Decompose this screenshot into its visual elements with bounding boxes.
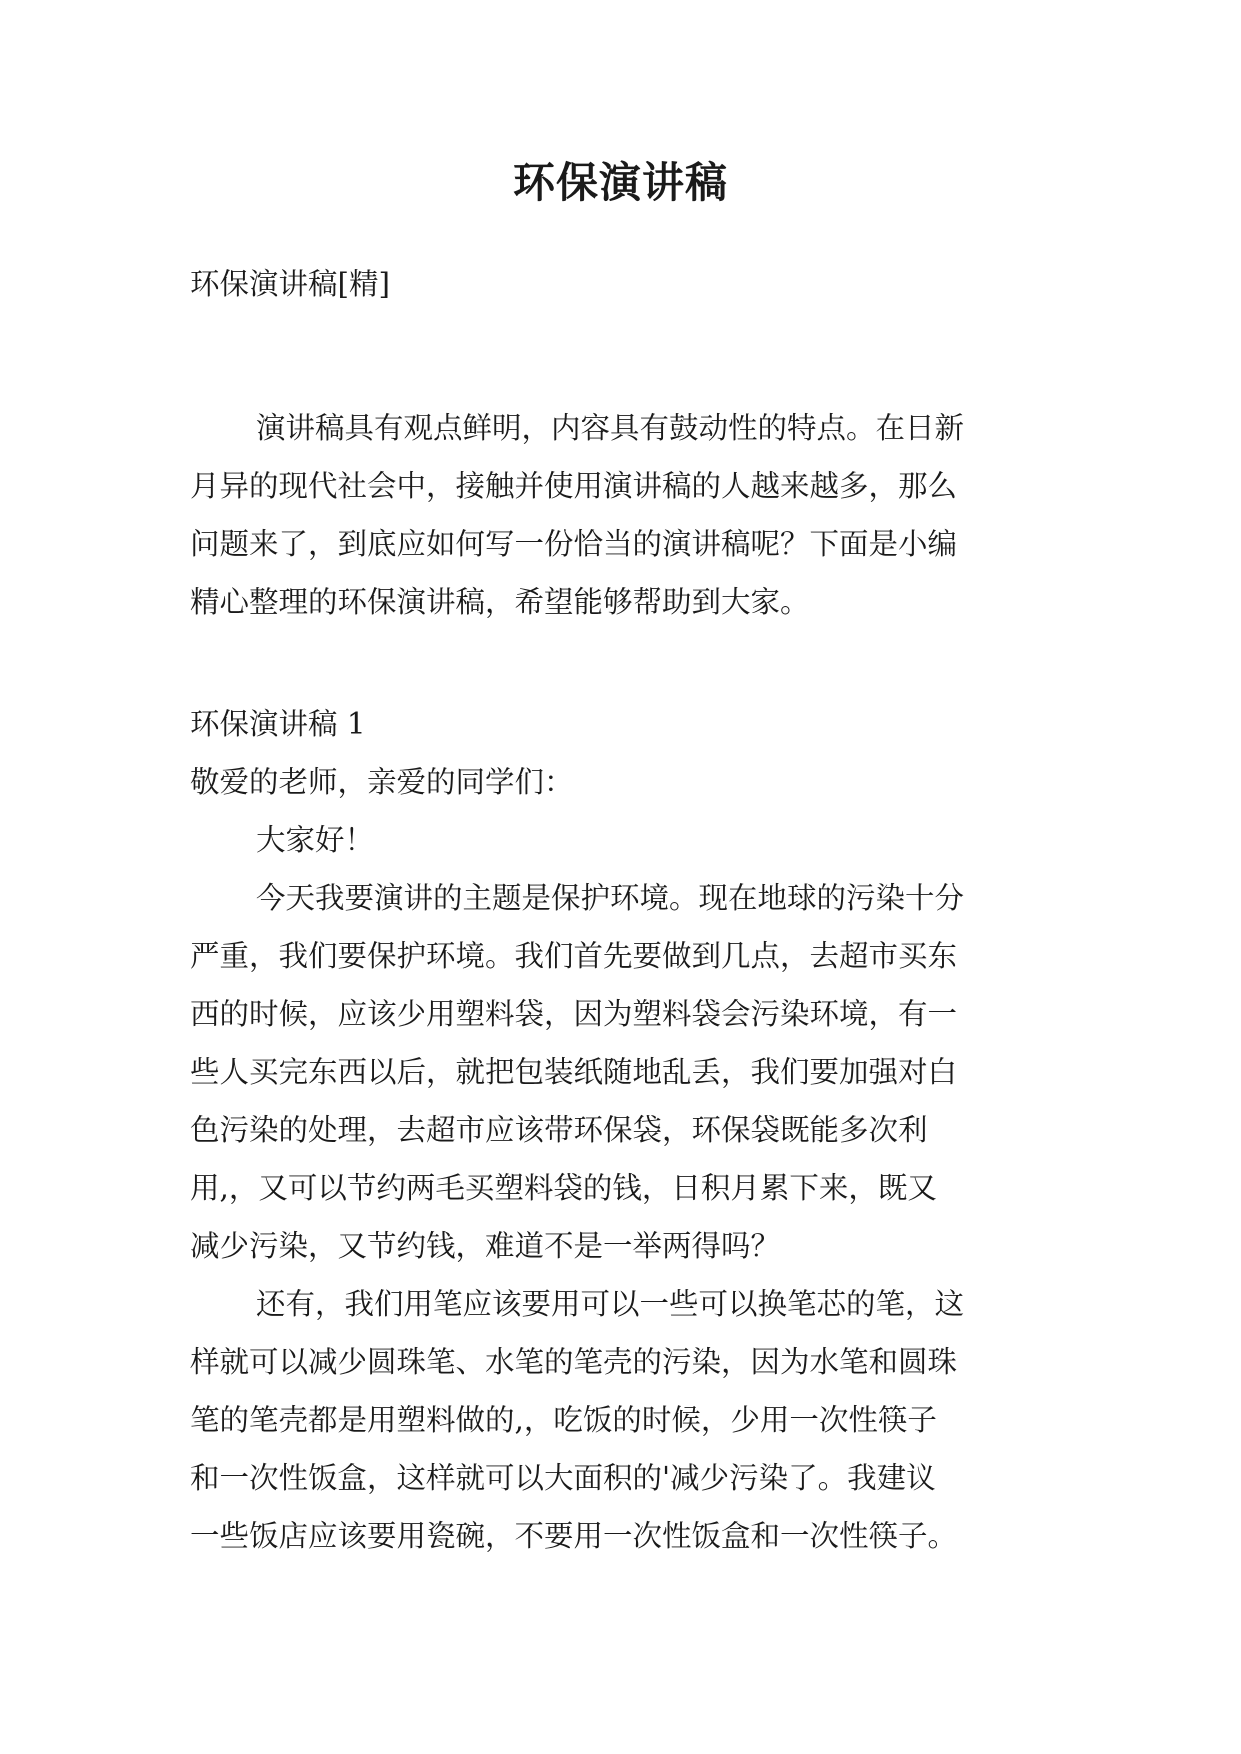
paragraph-line: 还有，我们用笔应该要用可以一些可以换笔芯的笔，这 — [256, 1287, 965, 1321]
paragraph-line: 样就可以减少圆珠笔、水笔的笔壳的污染，因为水笔和圆珠 — [190, 1345, 958, 1379]
paragraph-line: 严重，我们要保护环境。我们首先要做到几点，去超市买东 — [190, 939, 958, 973]
salutation: 敬爱的老师，亲爱的同学们： — [190, 765, 574, 799]
document-subtitle: 环保演讲稿[精] — [190, 267, 391, 301]
paragraph-line: 西的时候，应该少用塑料袋，因为塑料袋会污染环境，有一 — [190, 997, 958, 1031]
intro-line: 演讲稿具有观点鲜明，内容具有鼓动性的特点。在日新 — [256, 411, 965, 445]
paragraph-line: 今天我要演讲的主题是保护环境。现在地球的污染十分 — [256, 881, 965, 915]
document-title: 环保演讲稿 — [512, 158, 728, 207]
paragraph-line: 用,，又可以节约两毛买塑料袋的钱，日积月累下来，既又 — [190, 1171, 937, 1205]
paragraph-line: 些人买完东西以后，就把包装纸随地乱丢，我们要加强对白 — [190, 1055, 958, 1089]
greeting: 大家好！ — [256, 823, 375, 857]
paragraph-line: 减少污染，又节约钱，难道不是一举两得吗？ — [190, 1229, 781, 1263]
intro-line: 月异的现代社会中，接触并使用演讲稿的人越来越多，那么 — [190, 469, 958, 503]
paragraph-line: 和一次性饭盒，这样就可以大面积的'减少污染了。我建议 — [190, 1461, 936, 1495]
paragraph-line: 一些饭店应该要用瓷碗，不要用一次性饭盒和一次性筷子。 — [190, 1519, 958, 1553]
section-heading: 环保演讲稿 1 — [190, 707, 366, 741]
paragraph-line: 色污染的处理，去超市应该带环保袋，环保袋既能多次利 — [190, 1113, 928, 1147]
intro-line: 问题来了，到底应如何写一份恰当的演讲稿呢？下面是小编 — [190, 527, 958, 561]
paragraph-line: 笔的笔壳都是用塑料做的,，吃饭的时候，少用一次性筷子 — [190, 1403, 937, 1437]
intro-line: 精心整理的环保演讲稿，希望能够帮助到大家。 — [190, 585, 810, 619]
